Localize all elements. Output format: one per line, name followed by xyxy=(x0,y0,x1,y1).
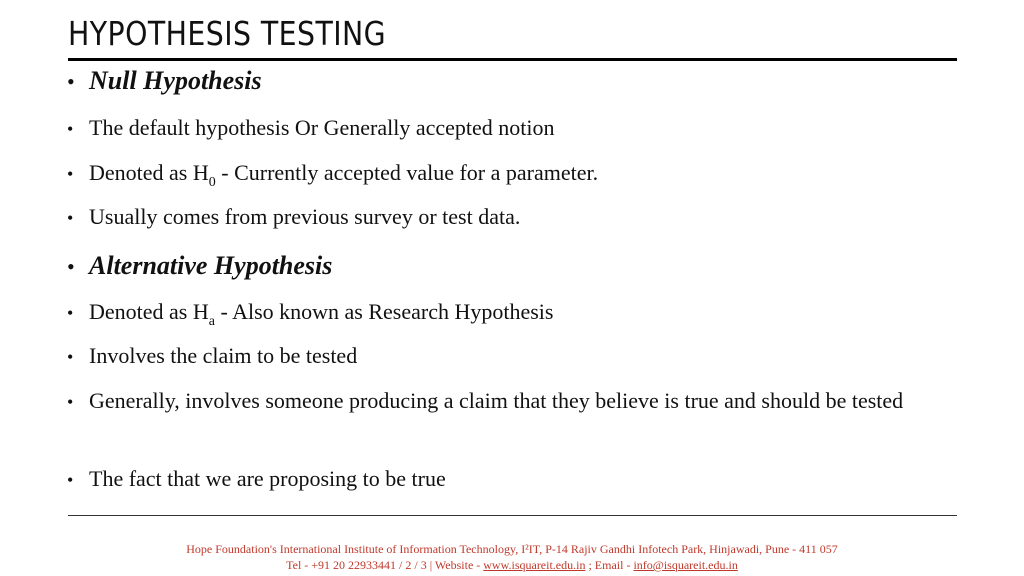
bullet-denoted-h0 xyxy=(64,160,599,190)
denoted-suffix: - Also known as Research Hypothesis xyxy=(214,299,554,324)
bullet-text: The default hypothesis Or Generally accepted notion xyxy=(89,115,555,140)
footer-tel: Tel - +91 20 22933441 / 2 / 3 | Website - xyxy=(286,558,484,572)
footer-divider xyxy=(68,515,957,516)
bullet-dot: • xyxy=(67,392,74,412)
bullet-dot: • xyxy=(67,303,74,323)
alternative-hypothesis-heading: Alternative Hypothesis xyxy=(89,251,333,280)
bullet-dot: • xyxy=(67,208,74,228)
denoted-suffix: - Currently accepted value for a parameter. xyxy=(215,160,599,185)
bullet-previous-survey xyxy=(64,204,520,230)
bullet-dot: • xyxy=(67,254,75,279)
null-hypothesis-heading: Null Hypothesis xyxy=(89,66,262,95)
footer-address: Hope Foundation's International Institute of Information Technology, I²IT, P-14 Rajiv Gandhi Infotech Park, Hinjawadi, Pune - 411 057 xyxy=(186,542,838,556)
ha-subscript: a xyxy=(208,314,215,329)
bullet-text xyxy=(89,299,554,329)
bullet-text: The fact that we are proposing to be true xyxy=(89,466,446,491)
bullet-text: Usually comes from previous survey or test data. xyxy=(89,204,521,229)
bullet-dot: • xyxy=(67,69,75,94)
footer-email-label: ; Email - xyxy=(585,558,634,572)
bullet-default-hypothesis xyxy=(64,115,555,141)
footer-contact xyxy=(0,558,1024,573)
bullet-alternative-hypothesis-heading xyxy=(64,251,332,281)
slide-title: HYPOTHESIS TESTING xyxy=(68,14,387,53)
email-link[interactable]: info@isquareit.edu.in xyxy=(633,558,738,572)
bullet-dot: • xyxy=(67,119,74,139)
bullet-null-hypothesis-heading xyxy=(64,66,262,96)
bullet-dot: • xyxy=(67,164,74,184)
bullet-someone-producing-claim xyxy=(64,384,929,418)
website-link[interactable]: www.isquareit.edu.in xyxy=(483,558,586,572)
title-underline xyxy=(68,58,957,61)
denoted-prefix: Denoted as H xyxy=(89,160,209,185)
bullet-dot: • xyxy=(67,347,74,367)
bullet-denoted-ha xyxy=(64,299,554,329)
bullet-text: Generally, involves someone producing a claim that they believe is true and should be tested xyxy=(89,388,904,413)
bullet-text xyxy=(89,160,599,190)
bullet-proposing-true xyxy=(64,466,446,492)
bullet-dot: • xyxy=(67,470,74,490)
denoted-prefix: Denoted as H xyxy=(89,299,209,324)
bullet-claim-tested xyxy=(64,343,357,369)
bullet-text: Involves the claim to be tested xyxy=(89,343,358,368)
h0-subscript: 0 xyxy=(208,175,216,190)
